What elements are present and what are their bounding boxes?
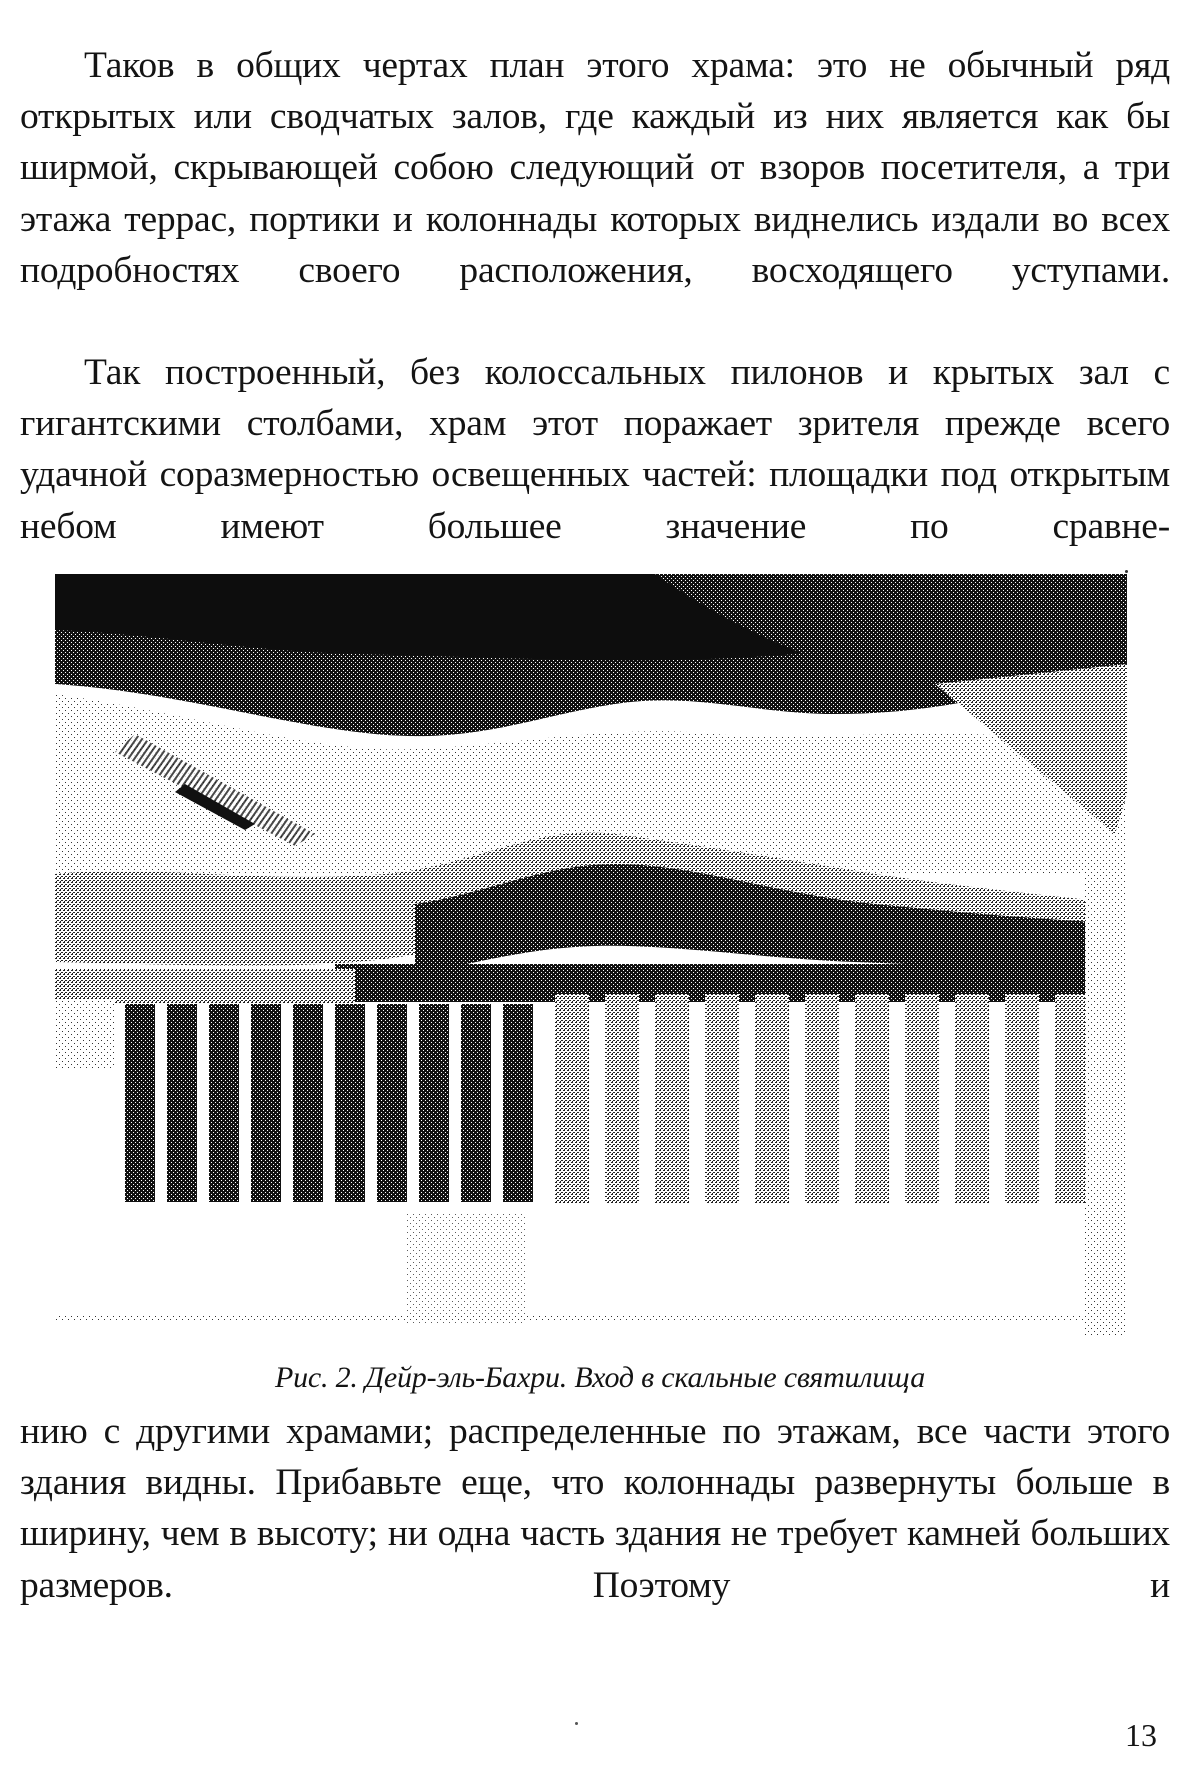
body-paragraph xyxy=(20,347,1170,552)
page-number: 13 xyxy=(1125,1717,1157,1753)
paragraph-text: Таков в общих чертах план этого храма: это не обычный ряд открытых или сводчатых залов, где каждый из них является как бы ширмой, скрывающей собою следующий от взоров посетителя, а три этажа террас, портики и колоннады которых виднелись издали во всех подробностях своего расположения, восходящего уступами. xyxy=(20,45,1170,291)
paragraph-text: нию с другими храмами; распределенные по этажам, все части этого здания видны. Прибавьте еще, что колоннады развернуты больше в ширину, чем в высоту; ни одна часть здания не требует камней больших размеров. Поэтому и xyxy=(20,1411,1170,1606)
temple-photograph xyxy=(55,574,1127,1336)
photograph-illustration xyxy=(55,574,1127,1336)
body-paragraph xyxy=(20,40,1170,296)
paragraph-text: Так построенный, без колоссальных пилонов и крытых зал с гигантскими столбами, храм этот поражает зрителя прежде всего удачной соразмерностью освещенных частей: площадки под открытым небом имеют большее значение по сравне- xyxy=(20,352,1170,547)
scan-speck xyxy=(575,1722,578,1725)
body-paragraph xyxy=(20,1406,1170,1611)
figure-caption: Рис. 2. Дейр-эль-Бахри. Вход в скальные святилища xyxy=(274,1361,926,1394)
scan-speck xyxy=(1125,570,1128,573)
